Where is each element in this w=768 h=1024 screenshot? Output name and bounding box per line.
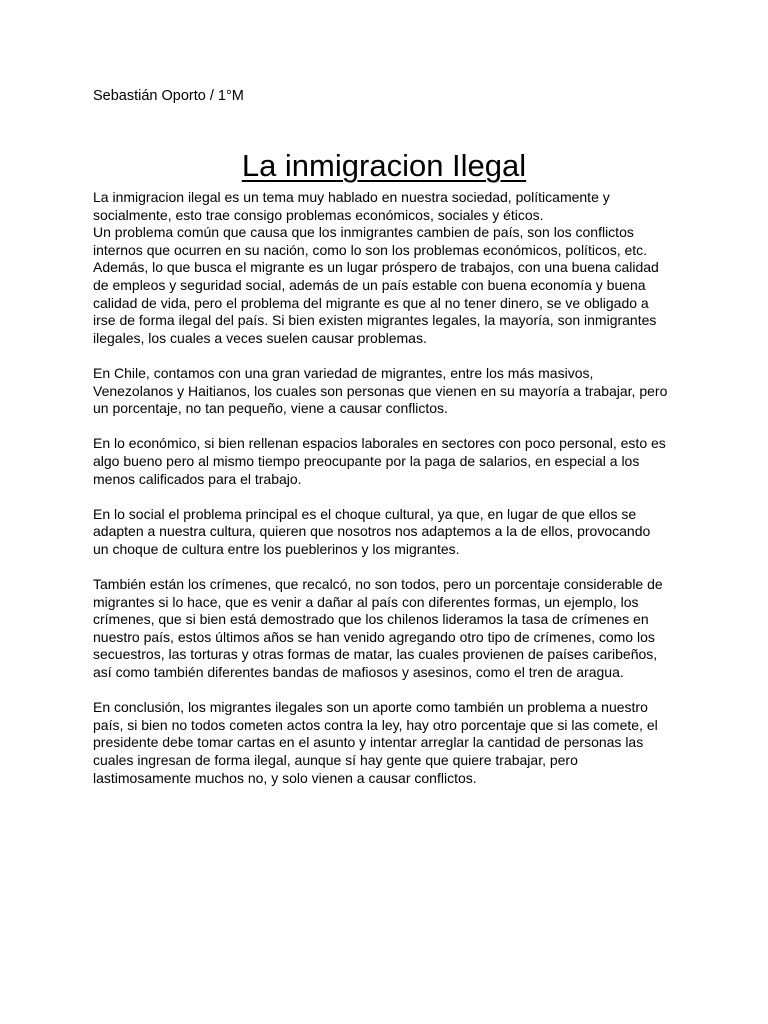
text-line: un porcentaje, no tan pequeño, viene a causar conflictos. [93,400,448,417]
text-line: nuestro país, estos últimos años se han venido agregando otro tipo de crímenes, como los [93,628,655,645]
document-title: La inmigracion Ilegal [241,148,527,183]
text-line: Un problema común que causa que los inmigrantes cambien de país, son los conflictos [93,224,634,241]
text-line: En Chile, contamos con una gran variedad de migrantes, entre los más masivos, [93,364,594,381]
text-line: ilegales, los cuales a veces suelen causar problemas. [93,329,427,346]
text-line: calidad de vida, pero el problema del migrante es que al no tener dinero, se ve obligado a [93,294,649,311]
document-body [93,189,683,805]
text-line: En lo social el problema principal es el choque cultural, ya que, en lugar de que ellos se [93,505,637,522]
paragraph [93,506,683,559]
paragraph [93,365,683,418]
text-line: país, si bien no todos cometen actos contra la ley, hay otro porcentaje que si las comete, el [93,716,658,733]
paragraph [93,189,683,347]
paragraph [93,699,683,787]
text-line: También están los crímenes, que recalcó, no son todos, pero un porcentaje considerable de [93,576,663,593]
author-line: Sebastián Oporto / 1°M [93,88,244,104]
text-line: socialmente, esto trae consigo problemas económicos, sociales y éticos. [93,206,544,223]
text-line: secuestros, las torturas y otras formas de matar, las cuales provienen de países caribeños, [93,646,658,663]
text-line: irse de forma ilegal del país. Si bien existen migrantes legales, la mayoría, son inmigrantes [93,312,657,329]
paragraph [93,435,683,488]
text-line: lastimosamente muchos no, y solo vienen a causar conflictos. [93,769,477,786]
text-line: migrantes si lo hace, que es venir a dañar al país con diferentes formas, un ejemplo, los [93,593,639,610]
text-line: un choque de cultura entre los pueblerinos y los migrantes. [93,540,460,557]
text-line: de empleos y seguridad social, además de un país estable con buena economía y buena [93,276,646,293]
text-line: En lo económico, si bien rellenan espacios laborales en sectores con poco personal, esto es [93,435,666,452]
text-line: algo bueno pero al mismo tiempo preocupante por la paga de salarios, en especial a los [93,452,640,469]
text-line: internos que ocurren en su nación, como lo son los problemas económicos, políticos, etc. [93,241,648,258]
text-line: menos calificados para el trabajo. [93,470,302,487]
text-line: así como también diferentes bandas de mafiosos y asesinos, como el tren de aragua. [93,664,624,681]
text-line: presidente debe tomar cartas en el asunto y intentar arreglar la cantidad de personas las [93,734,644,751]
text-line: crímenes, que si bien está demostrado que los chilenos lideramos la tasa de crímenes en [93,611,649,628]
paragraph [93,576,683,682]
text-line: En conclusión, los migrantes ilegales son un aporte como también un problema a nuestro [93,699,648,716]
text-line: La inmigracion ilegal es un tema muy hablado en nuestra sociedad, políticamente y [93,189,610,205]
text-line: Venezolanos y Haitianos, los cuales son personas que vienen en su mayoría a trabajar, pero [93,382,668,399]
text-line: Además, lo que busca el migrante es un lugar próspero de trabajos, con una buena calidad [93,259,659,276]
text-line: cuales ingresan de forma ilegal, aunque sí hay gente que quiere trabajar, pero [93,752,578,768]
text-line: adapten a nuestra cultura, quieren que nosotros nos adaptemos a la de ellos, provocando [93,523,651,540]
